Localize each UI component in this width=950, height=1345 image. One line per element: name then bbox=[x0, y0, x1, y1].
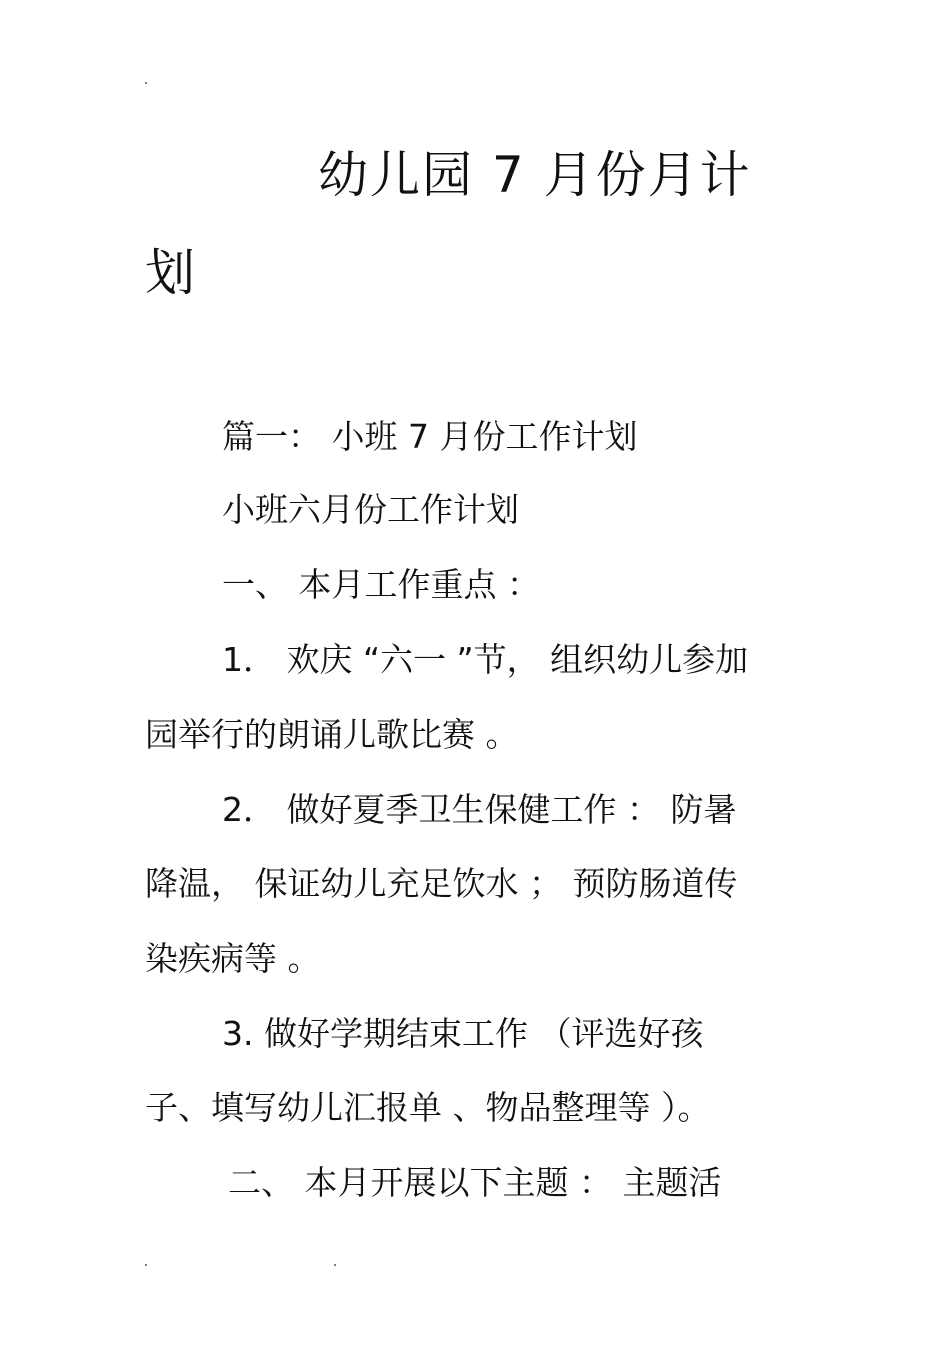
item-3-line-1: 3. 做好学期结束工作 （评选好孩 bbox=[222, 1014, 704, 1053]
document-title-line-2: 划 bbox=[145, 244, 197, 302]
item-1-line-1: 1． 欢庆 “六一 ”节， 组织幼儿参加 bbox=[222, 640, 749, 679]
item-2-line-3: 染疾病等 。 bbox=[145, 939, 321, 978]
theme-heading: 二、 本月开展以下主题 ： 主题活 bbox=[228, 1163, 722, 1202]
item-1-line-2: 园举行的朗诵儿歌比赛 。 bbox=[145, 715, 519, 754]
corner-mark-bottom-left bbox=[145, 1264, 147, 1266]
item-2-line-1: 2． 做好夏季卫生保健工作 ： 防暑 bbox=[222, 790, 737, 829]
item-3-line-2: 子、填写幼儿汇报单 、物品整理等 ）。 bbox=[145, 1088, 711, 1127]
section-heading: 篇一： 小班 7 月份工作计划 bbox=[222, 417, 638, 456]
document-title-line-1: 幼儿园 7 月份月计 bbox=[318, 146, 752, 204]
corner-mark-top bbox=[145, 82, 147, 84]
focus-heading: 一、 本月工作重点 ： bbox=[222, 565, 540, 604]
subheading: 小班六月份工作计划 bbox=[222, 490, 519, 529]
item-2-line-2: 降温， 保证幼儿充足饮水 ； 预防肠道传 bbox=[145, 864, 738, 903]
corner-mark-bottom-middle bbox=[334, 1264, 336, 1266]
